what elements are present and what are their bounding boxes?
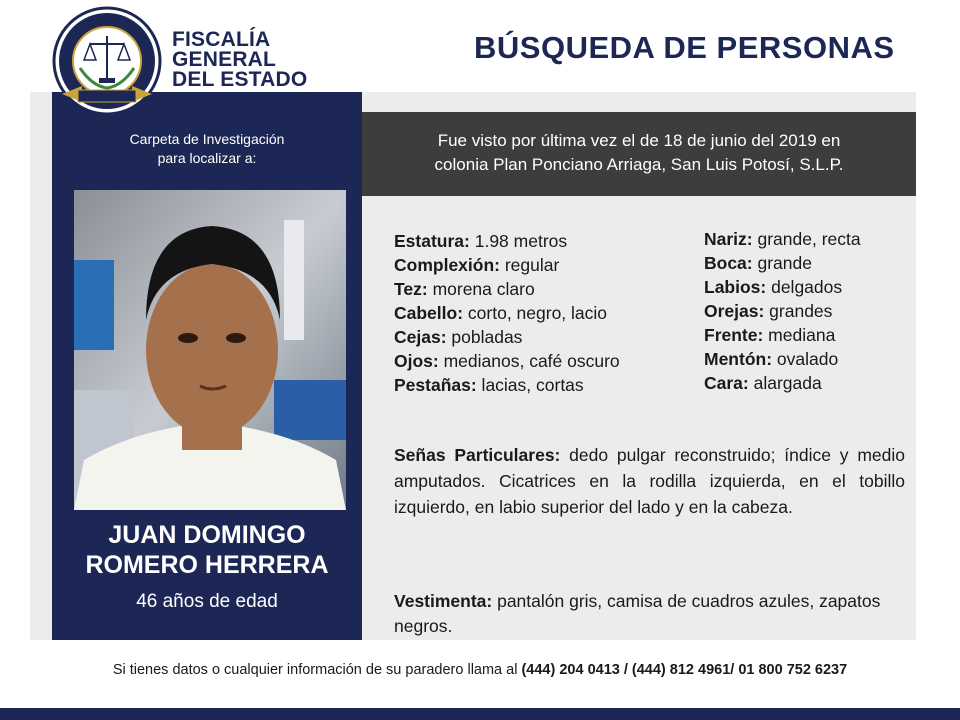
carpeta-label (52, 130, 362, 168)
attribute-label: Labios: (704, 277, 767, 297)
org-line3: DE SAN LUIS POTOSÍ (172, 92, 307, 107)
attribute-row (394, 325, 620, 349)
vestimenta-value: pantalón gris, camisa de cuadros azules, zapatos negros. (394, 591, 881, 636)
last-seen-line2: colonia Plan Ponciano Arriaga, San Luis Potosí, S.L.P. (434, 155, 844, 174)
attribute-value: pobladas (446, 327, 523, 347)
carpeta-line1: Carpeta de Investigación (129, 131, 285, 147)
missing-person-photo (74, 190, 346, 510)
attribute-value: delgados (766, 277, 843, 297)
org-line2: DEL ESTADO (172, 68, 308, 91)
attribute-value: medianos, café oscuro (438, 351, 620, 371)
contact-footer (0, 662, 960, 678)
carpeta-line2: para localizar a: (157, 150, 257, 166)
last-seen-line1: Fue visto por última vez el de 18 de junio del 2019 en (437, 131, 841, 150)
attribute-value: grandes (764, 301, 833, 321)
page-title: BÚSQUEDA DE PERSONAS (474, 30, 895, 65)
org-line1: FISCALÍA GENERAL (172, 28, 277, 71)
fiscalia-seal-logo (52, 6, 162, 116)
footer-text: Si tienes datos o cualquier información de su paradero llama al (112, 662, 522, 678)
attribute-label: Cabello: (394, 303, 464, 323)
attribute-value: morena claro (427, 279, 535, 299)
attribute-row (704, 299, 861, 323)
attributes-right (704, 227, 861, 395)
person-name-line1: JUAN DOMINGO (108, 521, 306, 549)
attribute-row (704, 347, 861, 371)
attribute-label: Estatura: (394, 231, 470, 251)
attribute-label: Cejas: (394, 327, 447, 347)
attribute-label: Ojos: (394, 351, 439, 371)
attribute-value: alargada (748, 373, 822, 393)
attribute-value: 1.98 metros (469, 231, 568, 251)
attribute-row (394, 253, 620, 277)
attribute-value: regular (499, 255, 560, 275)
attribute-row (394, 373, 620, 397)
attribute-label: Mentón: (704, 349, 773, 369)
attribute-row (394, 229, 620, 253)
attribute-value: grande, recta (752, 229, 861, 249)
attribute-label: Complexión: (394, 255, 500, 275)
attribute-row (394, 277, 620, 301)
person-name (52, 520, 362, 580)
vestimenta-label: Vestimenta: (394, 591, 493, 611)
attribute-label: Pestañas: (394, 375, 477, 395)
attribute-label: Boca: (704, 253, 753, 273)
attribute-row (704, 227, 861, 251)
attribute-row (394, 301, 620, 325)
footer-phones: (444) 204 0413 / (444) 812 4961/ 01 800 752 6237 (521, 662, 848, 678)
clothing-description (394, 589, 905, 639)
attribute-value: grande (752, 253, 812, 273)
attribute-row (704, 251, 861, 275)
attribute-row (704, 371, 861, 395)
attribute-label: Frente: (704, 325, 764, 345)
bottom-bar (0, 708, 960, 720)
attribute-label: Nariz: (704, 229, 753, 249)
distinguishing-marks (394, 442, 905, 520)
person-name-line2: ROMERO HERRERA (85, 551, 329, 579)
attribute-value: lacias, cortas (476, 375, 584, 395)
attribute-value: corto, negro, lacio (463, 303, 608, 323)
attribute-label: Orejas: (704, 301, 765, 321)
attributes-left (394, 229, 620, 397)
attribute-row (704, 323, 861, 347)
senas-label: Señas Particulares: (394, 445, 561, 465)
person-age: 46 años de edad (136, 591, 278, 612)
organization-name (172, 30, 372, 107)
attribute-label: Cara: (704, 373, 749, 393)
attribute-label: Tez: (394, 279, 428, 299)
attribute-row (394, 349, 620, 373)
senas-value: dedo pulgar reconstruido; índice y medio amputados. Cicatrices en la rodilla izquierda, en el tobillo izquierdo, en labio superior del lado y en la cabeza. (394, 445, 905, 517)
last-seen-banner (362, 112, 916, 196)
attribute-row (704, 275, 861, 299)
attribute-value: ovalado (772, 349, 839, 369)
attribute-value: mediana (763, 325, 836, 345)
